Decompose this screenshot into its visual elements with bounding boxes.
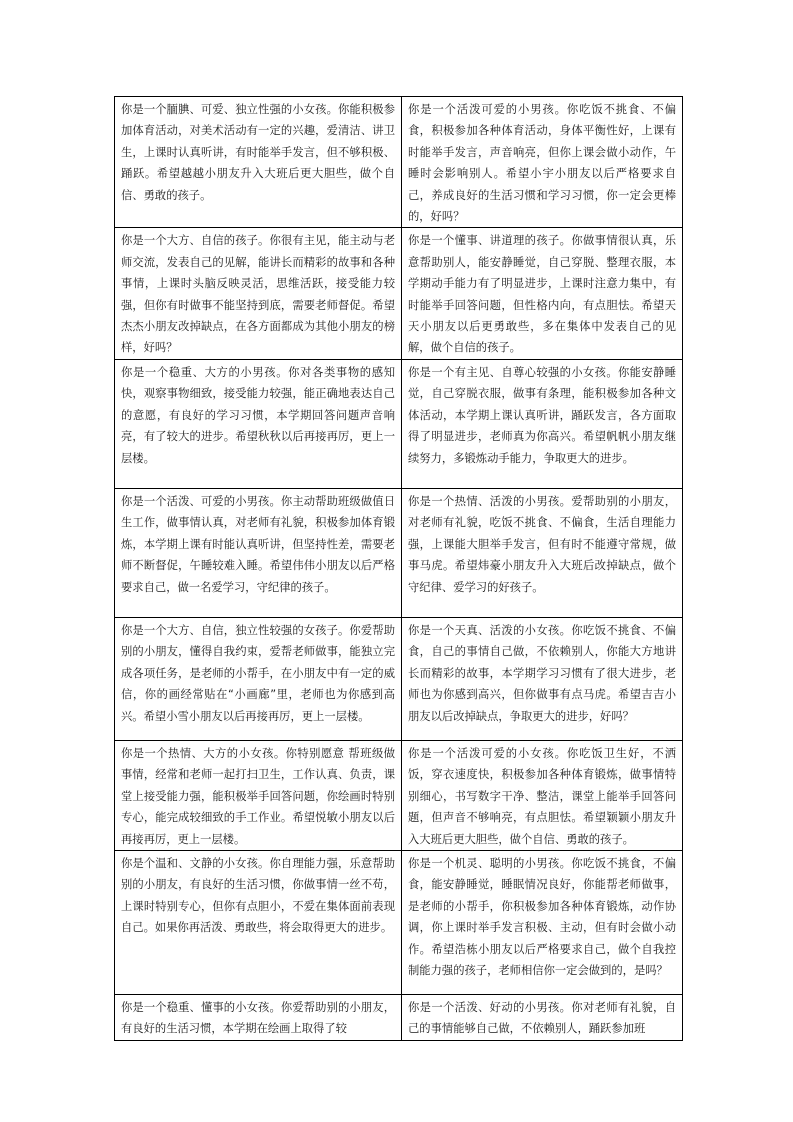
- comment-cell-right: 你是一个活泼可爱的小女孩。你吃饭卫生好，不洒饭，穿衣速度快，积极参加各种体育锻炼，做事情特别细心，书写数字干净、整洁，课堂上能举手回答问题，但声音不够响亮，有点胆怯。希望颖颖小朋友升入大班后更大胆些，做个自信、勇敢的孩子。: [402, 740, 683, 850]
- table-row: [115, 97, 683, 228]
- comment-cell-left: 你是一个大方、自信的孩子。你很有主见，能主动与老师交流，发表自己的见解，能讲长而精彩的故事和各种事情，上课时头脑反映灵活，思维活跃，接受能力较强，但你有时做事不能坚持到底，需要老师督促。希望杰杰小朋友改掉缺点，在各方面都成为其他小朋友的榜样，好吗？: [115, 228, 402, 359]
- table-row: [115, 740, 683, 850]
- table-row: [115, 488, 683, 617]
- comment-cell-left: 你是一个活泼、可爱的小男孩。你主动帮助班级做值日生工作，做事情认真，对老师有礼貌，积极参加体育锻炼，本学期上课有时能认真听讲，但坚持性差，需要老师不断督促，午睡较难入睡。希望伟伟小朋友以后严格要求自己，做一名爱学习，守纪律的孩子。: [115, 488, 402, 617]
- comment-cell-right: 你是一个活泼、好动的小男孩。你对老师有礼貌，自己的事情能够自己做，不依赖别人，踊跃参加班: [402, 994, 683, 1040]
- comment-cell-right: 你是一个有主见、自尊心较强的小女孩。你能安静睡觉，自己穿脱衣服，做事有条理，能积极参加各种文体活动，本学期上课认真听讲，踊跃发言，各方面取得了明显进步，老师真为你高兴。希望帆帆小朋友继续努力，多锻炼动手能力，争取更大的进步。: [402, 359, 683, 488]
- student-comments-table: [114, 96, 683, 1041]
- comment-cell-left: 你是一个大方、自信，独立性较强的女孩子。你爱帮助别的小朋友，懂得自我约束，爱帮老师做事，能独立完成各项任务，是老师的小帮手，在小朋友中有一定的威信，你的画经常贴在“小画廊”里，老师也为你感到高兴。希望小雪小朋友以后再接再厉，更上一层楼。: [115, 617, 402, 740]
- comment-cell-right: 你是一个热情、活泼的小男孩。爱帮助别的小朋友，对老师有礼貌，吃饭不挑食、不偏食，生活自理能力强，上课能大胆举手发言，但有时不能遵守常规，做事马虎。希望炜豪小朋友升入大班后改掉缺点，做个守纪律、爱学习的好孩子。: [402, 488, 683, 617]
- table-row: [115, 359, 683, 488]
- comment-cell-right: 你是一个天真、活泼的小女孩。你吃饭不挑食、不偏食，自己的事情自己做，不依赖别人，你能大方地讲长而精彩的故事，本学期学习习惯有了很大进步，老师也为你感到高兴，但你做事有点马虎。希望吉吉小朋友以后改掉缺点，争取更大的进步，好吗？: [402, 617, 683, 740]
- comment-cell-left: 你是一个稳重、大方的小男孩。你对各类事物的感知快，观察事物细致，接受能力较强，能正确地表达自己的意愿，有良好的学习习惯，本学期回答问题声音响亮，有了较大的进步。希望秋秋以后再接再厉，更上一层楼。: [115, 359, 402, 488]
- table-row: [115, 617, 683, 740]
- comment-cell-left: 你是一个稳重、懂事的小女孩。你爱帮助别的小朋友，有良好的生活习惯，本学期在绘画上取得了较: [115, 994, 402, 1040]
- comment-cell-left: 你是个温和、文静的小女孩。你自理能力强，乐意帮助别的小朋友，有良好的生活习惯，你做事情一丝不苟，上课时特别专心，但你有点胆小，不爱在集体面前表现自己。如果你再活泼、勇敢些，将会取得更大的进步。: [115, 850, 402, 994]
- comment-cell-right: 你是一个懂事、讲道理的孩子。你做事情很认真，乐意帮助别人，能安静睡觉，自己穿脱、整理衣服，本学期动手能力有了明显进步，上课时注意力集中，有时能举手回答问题，但性格内向，有点胆怯。希望天天小朋友以后更勇敢些，多在集体中发表自己的见解，做个自信的孩子。: [402, 228, 683, 359]
- table-row: [115, 994, 683, 1040]
- comment-cell-left: 你是一个腼腆、可爱、独立性强的小女孩。你能积极参加体育活动，对美术活动有一定的兴趣，爱清洁、讲卫生，上课时认真听讲，有时能举手发言，但不够积极、踊跃。希望越越小朋友升入大班后更大胆些，做个自信、勇敢的孩子。: [115, 97, 402, 228]
- comment-cell-right: 你是一个活泼可爱的小男孩。你吃饭不挑食、不偏食，积极参加各种体育活动，身体平衡性好，上课有时能举手发言，声音响亮，但你上课会做小动作，午睡时会影响别人。希望小宇小朋友以后严格要求自己，养成良好的生活习惯和学习习惯，你一定会更棒的，好吗？: [402, 97, 683, 228]
- table-row: [115, 228, 683, 359]
- comment-cell-right: 你是一个机灵、聪明的小男孩。你吃饭不挑食，不偏食，能安静睡觉，睡眠情况良好，你能帮老师做事，是老师的小帮手，你积极参加各种体育锻炼，动作协调，你上课时举手发言积极、主动，但有时会做小动作。希望浩栋小朋友以后严格要求自己，做个自我控制能力强的孩子，老师相信你一定会做到的，是吗？: [402, 850, 683, 994]
- comment-cell-left: 你是一个热情、大方的小女孩。你特别愿意 帮班级做事情，经常和老师一起打扫卫生，工作认真、负责，课堂上接受能力强，能积极举手回答问题，你绘画时特别专心，能完成较细致的手工作业。希望悦敏小朋友以后再接再厉，更上一层楼。: [115, 740, 402, 850]
- table-row: [115, 850, 683, 994]
